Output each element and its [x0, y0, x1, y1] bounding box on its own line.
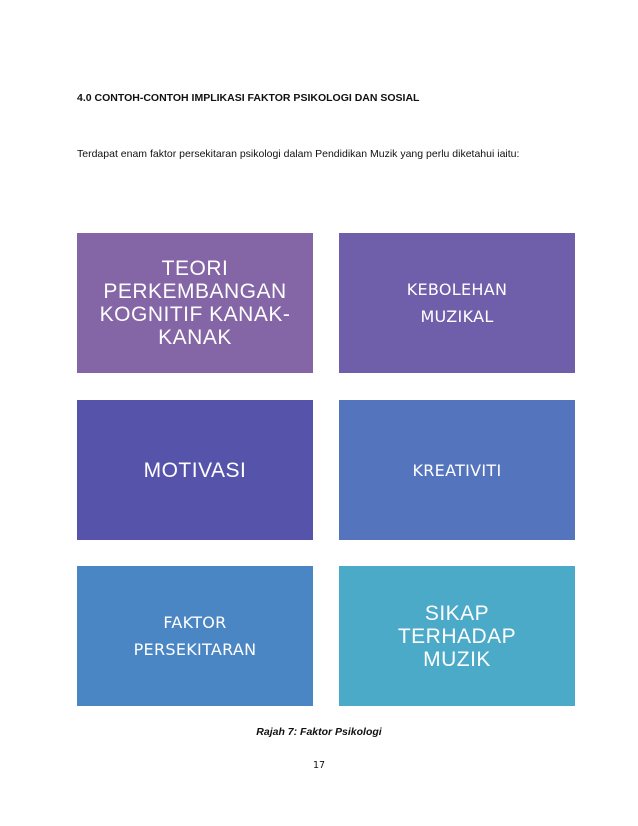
page-number: 17 [312, 760, 326, 771]
figure-caption: Rajah 7: Faktor Psikologi [256, 726, 382, 738]
factor-box-teori-perkembangan [77, 233, 313, 373]
factor-label: SIKAP TERHADAP MUZIK [397, 601, 517, 671]
factor-box-faktor-persekitaran [77, 566, 313, 706]
factor-box-kreativiti [339, 400, 575, 540]
factor-box-sikap-terhadap-muzik [339, 566, 575, 706]
factor-box-kebolehan-muzikal [339, 233, 575, 373]
factor-label: KREATIVITI [412, 460, 502, 480]
section-heading: 4.0 CONTOH-CONTOH IMPLIKASI FAKTOR PSIKOLOGI DAN SOSIAL [77, 92, 420, 104]
factor-label: MOTIVASI [143, 458, 247, 482]
intro-paragraph: Terdapat enam faktor persekitaran psikologi dalam Pendidikan Muzik yang perlu diketahui iaitu: [77, 148, 520, 160]
factor-box-motivasi [77, 400, 313, 540]
factor-label: KEBOLEHAN MUZIKAL [406, 280, 508, 326]
factor-label: FAKTOR PERSEKITARAN [133, 613, 257, 659]
factor-label: TEORI PERKEMBANGAN KOGNITIF KANAK-KANAK [99, 257, 291, 349]
